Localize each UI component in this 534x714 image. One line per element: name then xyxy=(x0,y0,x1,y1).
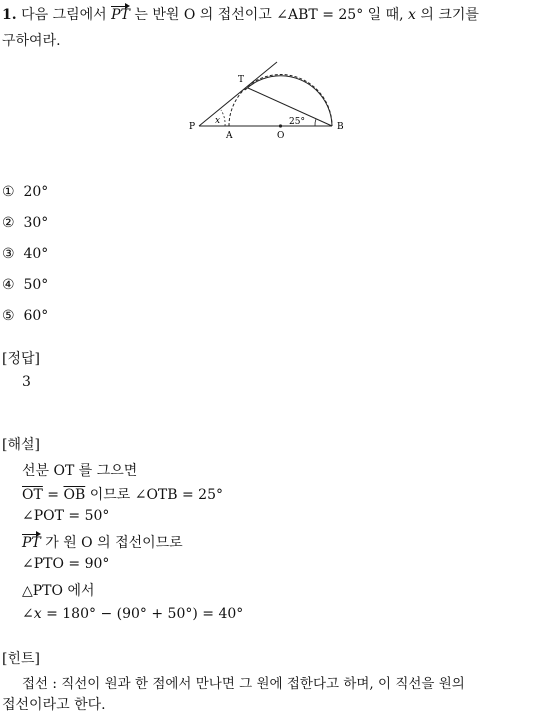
hint-line-1: 접선 : 직선이 원과 한 점에서 만나면 그 원에 접한다고 하며, 이 직선을 원의 xyxy=(22,676,465,692)
solution-line-4 xyxy=(22,532,183,552)
semicircle-arc-left xyxy=(229,75,332,127)
angle-x-arc xyxy=(221,110,225,126)
solution-line-2-rest: 이므로 ∠OTB = 25° xyxy=(89,487,223,503)
choice-1-value: 20° xyxy=(23,184,49,200)
solution-line-5: ∠PTO = 90° xyxy=(22,556,110,572)
choice-4-value: 50° xyxy=(23,277,49,293)
solution-line-2 xyxy=(22,484,223,504)
vector-pt-2: PT xyxy=(22,535,41,551)
vector-pt: PT xyxy=(111,7,130,23)
answer-heading: [정답] xyxy=(2,351,40,367)
choice-2-value: 30° xyxy=(23,215,49,231)
point-o xyxy=(279,124,282,127)
equals-sign: = xyxy=(47,487,60,503)
question-text-a: 다음 그림에서 xyxy=(21,7,107,23)
answer-value: 3 xyxy=(22,374,31,390)
choice-2-mark: ② xyxy=(2,215,15,231)
variable-x-2: x xyxy=(33,606,42,622)
label-angle-25: 25° xyxy=(289,117,305,127)
choice-5-mark: ⑤ xyxy=(2,308,15,324)
question-line-1 xyxy=(2,4,479,24)
label-a: A xyxy=(226,131,233,141)
hint-heading: [힌트] xyxy=(2,651,40,667)
label-t: T xyxy=(238,75,245,85)
choice-4-mark: ④ xyxy=(2,277,15,293)
hint-line-2: 접선이라고 한다. xyxy=(2,697,106,713)
solution-line-7-rest: = 180° − (90° + 50°) = 40° xyxy=(46,606,244,622)
choice-1-mark: ① xyxy=(2,184,15,200)
question-text-b: 는 반원 O 의 접선이고 ∠ABT = 25° 일 때, xyxy=(134,7,404,23)
angle-symbol: ∠ xyxy=(22,606,34,622)
label-angle-x: x xyxy=(215,116,221,126)
question-text-c: 의 크기를 xyxy=(420,7,479,23)
choice-3-mark: ③ xyxy=(2,246,15,262)
segment-ob: $\overline{OB}$ xyxy=(63,487,86,503)
segment-ot: $\overline{OT}$ xyxy=(22,487,43,503)
semicircle-tangent-figure xyxy=(185,60,355,145)
label-p: P xyxy=(189,122,196,132)
solution-heading: [해설] xyxy=(2,437,40,453)
choice-4[interactable] xyxy=(2,277,48,293)
choice-5-value: 60° xyxy=(23,308,49,324)
angle-25-arc xyxy=(315,119,316,126)
choice-2[interactable] xyxy=(2,215,48,231)
label-b: B xyxy=(337,122,344,132)
tangent-line xyxy=(199,62,277,126)
solution-line-7 xyxy=(22,606,243,622)
solution-line-1: 선분 OT 를 그으면 xyxy=(22,463,138,479)
solution-line-3: ∠POT = 50° xyxy=(22,508,110,524)
question-line-2: 구하여라. xyxy=(2,33,61,49)
choice-3-value: 40° xyxy=(23,246,49,262)
label-o: O xyxy=(277,131,285,141)
choice-3[interactable] xyxy=(2,246,48,262)
solution-line-6: △PTO 에서 xyxy=(22,583,95,599)
choice-5[interactable] xyxy=(2,308,48,324)
question-number: 1. xyxy=(2,7,17,23)
solution-line-4-rest: 가 원 O 의 접선이므로 xyxy=(45,535,183,551)
variable-x: x xyxy=(408,7,416,23)
choice-1[interactable] xyxy=(2,184,48,200)
